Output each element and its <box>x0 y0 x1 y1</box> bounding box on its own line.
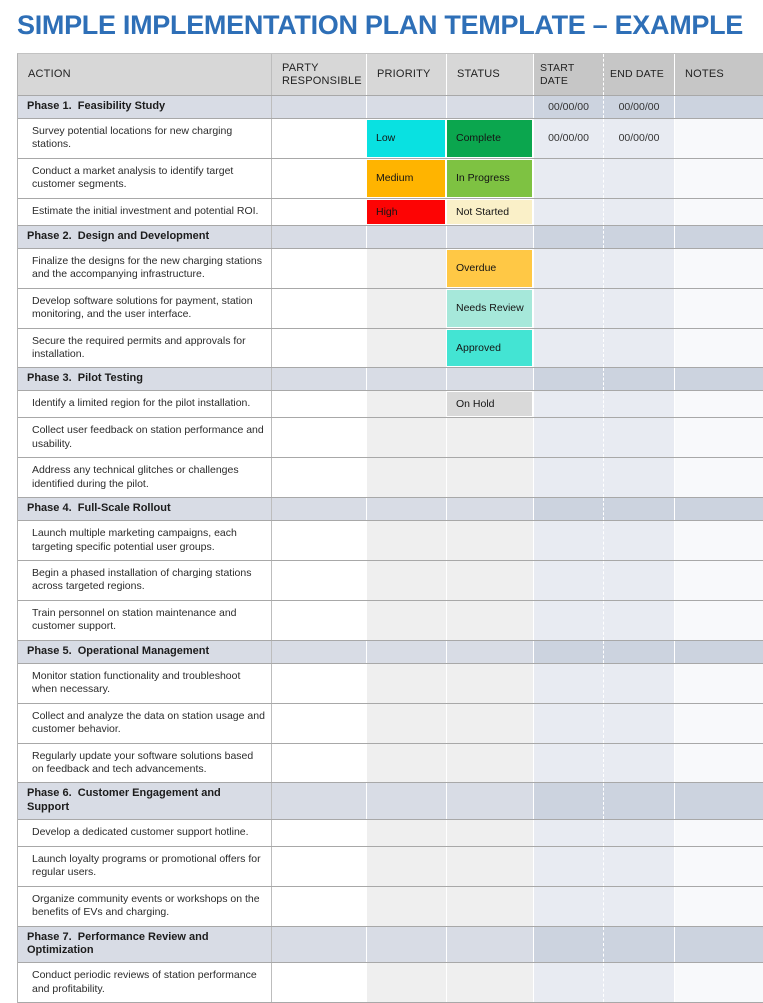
status-chip: Not Started <box>447 200 532 224</box>
phase-notes-cell <box>675 927 763 963</box>
task-end-date-cell <box>604 820 675 846</box>
task-start-date-cell <box>534 887 604 926</box>
table-header-row <box>18 54 763 96</box>
phase-action-cell <box>18 783 272 819</box>
task-row <box>18 664 763 704</box>
task-action-text: Collect and analyze the data on station usage and customer behavior. <box>32 709 265 736</box>
task-row <box>18 119 763 159</box>
task-end-date-cell <box>604 249 675 288</box>
phase-status-cell <box>447 226 534 248</box>
task-status-cell <box>447 887 534 926</box>
task-start-date-cell <box>534 391 604 417</box>
task-notes-cell <box>675 664 763 703</box>
task-end-date-cell <box>604 664 675 703</box>
phase-end-date-cell <box>604 368 675 390</box>
task-row <box>18 329 763 369</box>
task-status-cell <box>447 289 534 328</box>
task-notes-cell <box>675 704 763 743</box>
page <box>0 8 762 995</box>
task-row <box>18 391 763 418</box>
phase-priority-cell <box>367 927 447 963</box>
column-header-start-date: START DATE <box>534 54 604 95</box>
phase-label: Phase 6. Customer Engagement and Support <box>27 787 224 814</box>
task-action-text: Begin a phased installation of charging stations across targeted regions. <box>32 567 252 593</box>
task-party-responsible-cell <box>272 159 367 198</box>
task-party-responsible-cell <box>272 963 367 1002</box>
task-priority-cell <box>367 391 447 417</box>
task-action-text: Conduct a market analysis to identify target customer segments. <box>32 164 234 191</box>
task-action-cell <box>18 601 272 640</box>
task-action-text: Monitor station functionality and troubleshoot when necessary. <box>32 669 241 696</box>
priority-chip: Medium <box>367 160 445 197</box>
task-action-text: Identify a limited region for the pilot installation. <box>32 397 251 410</box>
phase-end-date-cell <box>604 226 675 248</box>
task-status-cell <box>447 458 534 497</box>
phase-label: Phase 2. Design and Development <box>27 229 210 242</box>
task-status-cell <box>447 664 534 703</box>
phase-status-cell <box>447 783 534 819</box>
task-party-responsible-cell <box>272 561 367 600</box>
phase-party-responsible-cell <box>272 783 367 819</box>
phase-party-responsible-cell <box>272 368 367 390</box>
task-status-cell <box>447 119 534 158</box>
task-row <box>18 820 763 847</box>
task-notes-cell <box>675 887 763 926</box>
phase-notes-cell <box>675 498 763 520</box>
task-action-text: Estimate the initial investment and potential ROI. <box>32 204 259 217</box>
task-action-text: Regularly update your software solutions based on feedback and tech advancements. <box>32 749 254 775</box>
column-header-action: ACTION <box>18 54 272 95</box>
task-action-cell <box>18 249 272 288</box>
task-action-cell <box>18 521 272 560</box>
task-party-responsible-cell <box>272 521 367 560</box>
task-action-cell <box>18 329 272 368</box>
task-action-text: Develop a dedicated customer support hotline. <box>32 825 249 838</box>
task-row <box>18 601 763 641</box>
task-end-date-cell <box>604 199 675 225</box>
column-header-status: STATUS <box>447 54 534 95</box>
task-party-responsible-cell <box>272 887 367 926</box>
task-notes-cell <box>675 159 763 198</box>
task-priority-cell <box>367 458 447 497</box>
task-action-cell <box>18 391 272 417</box>
task-start-date-cell <box>534 704 604 743</box>
task-party-responsible-cell <box>272 418 367 457</box>
phase-status-cell <box>447 641 534 663</box>
task-status-cell <box>447 744 534 783</box>
task-row <box>18 458 763 498</box>
phase-row <box>18 783 763 820</box>
priority-chip: High <box>367 200 445 224</box>
task-priority-cell <box>367 744 447 783</box>
phase-status-cell <box>447 96 534 118</box>
task-action-cell <box>18 159 272 198</box>
phase-status-cell <box>447 498 534 520</box>
task-status-cell <box>447 704 534 743</box>
task-action-cell <box>18 820 272 846</box>
phase-priority-cell <box>367 96 447 118</box>
task-action-cell <box>18 847 272 886</box>
phase-notes-cell <box>675 641 763 663</box>
task-action-text: Survey potential locations for new charging stations. <box>32 125 233 151</box>
phase-party-responsible-cell <box>272 96 367 118</box>
task-end-date-cell <box>604 744 675 783</box>
task-end-date-cell <box>604 458 675 497</box>
task-action-cell <box>18 561 272 600</box>
task-row <box>18 521 763 561</box>
task-priority-cell <box>367 418 447 457</box>
task-action-text: Secure the required permits and approvals for installation. <box>32 334 246 360</box>
task-end-date-cell <box>604 289 675 328</box>
task-start-date-cell <box>534 249 604 288</box>
task-party-responsible-cell <box>272 664 367 703</box>
task-row <box>18 561 763 601</box>
task-priority-cell <box>367 561 447 600</box>
phase-start-date-cell <box>534 783 604 819</box>
column-header-priority: PRIORITY <box>367 54 447 95</box>
task-notes-cell <box>675 744 763 783</box>
implementation-plan-table <box>17 53 763 1003</box>
phase-action-cell <box>18 226 272 248</box>
task-notes-cell <box>675 289 763 328</box>
task-status-cell <box>447 601 534 640</box>
phase-end-date-cell <box>604 641 675 663</box>
page-title: SIMPLE IMPLEMENTATION PLAN TEMPLATE – EXAMPLE <box>17 10 744 40</box>
task-party-responsible-cell <box>272 329 367 368</box>
task-action-cell <box>18 704 272 743</box>
task-action-text: Organize community events or workshops on the benefits of EVs and charging. <box>32 892 260 919</box>
task-start-date-cell <box>534 418 604 457</box>
task-start-date-cell <box>534 601 604 640</box>
phase-notes-cell <box>675 368 763 390</box>
task-end-date-cell <box>604 963 675 1002</box>
task-notes-cell <box>675 418 763 457</box>
phase-row <box>18 96 763 119</box>
phase-action-cell <box>18 96 272 118</box>
task-party-responsible-cell <box>272 289 367 328</box>
task-row <box>18 963 763 1003</box>
task-party-responsible-cell <box>272 820 367 846</box>
task-start-date-cell <box>534 664 604 703</box>
phase-action-cell <box>18 641 272 663</box>
phase-notes-cell <box>675 96 763 118</box>
task-row <box>18 159 763 199</box>
task-end-date-cell: 00/00/00 <box>604 119 675 158</box>
phase-end-date-cell <box>604 498 675 520</box>
phase-status-cell <box>447 368 534 390</box>
phase-priority-cell <box>367 783 447 819</box>
phase-priority-cell <box>367 641 447 663</box>
task-party-responsible-cell <box>272 249 367 288</box>
status-chip: In Progress <box>447 160 532 197</box>
task-action-cell <box>18 664 272 703</box>
task-priority-cell <box>367 887 447 926</box>
status-chip: On Hold <box>447 392 532 416</box>
phase-row <box>18 641 763 664</box>
phase-end-date-cell <box>604 927 675 963</box>
phase-notes-cell <box>675 226 763 248</box>
task-row <box>18 887 763 927</box>
task-priority-cell <box>367 521 447 560</box>
task-action-text: Collect user feedback on station performance and usability. <box>32 424 264 450</box>
phase-start-date-cell <box>534 368 604 390</box>
task-row <box>18 289 763 329</box>
phase-start-date-cell: 00/00/00 <box>534 96 604 118</box>
task-start-date-cell <box>534 521 604 560</box>
task-action-cell <box>18 119 272 158</box>
task-end-date-cell <box>604 521 675 560</box>
phase-notes-cell <box>675 783 763 819</box>
task-party-responsible-cell <box>272 119 367 158</box>
task-notes-cell <box>675 963 763 1002</box>
task-row <box>18 418 763 458</box>
task-end-date-cell <box>604 329 675 368</box>
task-row <box>18 704 763 744</box>
task-action-cell <box>18 887 272 926</box>
task-action-cell <box>18 199 272 225</box>
task-status-cell <box>447 963 534 1002</box>
task-priority-cell <box>367 704 447 743</box>
task-priority-cell <box>367 847 447 886</box>
task-notes-cell <box>675 458 763 497</box>
phase-label: Phase 7. Performance Review and Optimization <box>27 930 212 957</box>
task-notes-cell <box>675 119 763 158</box>
task-action-cell <box>18 289 272 328</box>
task-end-date-cell <box>604 391 675 417</box>
phase-party-responsible-cell <box>272 498 367 520</box>
task-notes-cell <box>675 329 763 368</box>
phase-row <box>18 498 763 521</box>
task-end-date-cell <box>604 887 675 926</box>
task-notes-cell <box>675 391 763 417</box>
task-status-cell <box>447 159 534 198</box>
phase-label: Phase 3. Pilot Testing <box>27 372 143 385</box>
phase-priority-cell <box>367 368 447 390</box>
phase-status-cell <box>447 927 534 963</box>
phase-row <box>18 368 763 391</box>
task-party-responsible-cell <box>272 847 367 886</box>
task-priority-cell <box>367 664 447 703</box>
task-priority-cell <box>367 249 447 288</box>
status-chip: Approved <box>447 330 532 367</box>
column-header-party-responsible: PARTY RESPONSIBLE <box>272 54 367 95</box>
task-party-responsible-cell <box>272 704 367 743</box>
task-action-text: Conduct periodic reviews of station performance and profitability. <box>32 969 257 995</box>
task-action-text: Address any technical glitches or challenges identified during the pilot. <box>32 464 239 490</box>
task-party-responsible-cell <box>272 458 367 497</box>
task-start-date-cell <box>534 458 604 497</box>
phase-end-date-cell: 00/00/00 <box>604 96 675 118</box>
task-priority-cell <box>367 329 447 368</box>
phase-start-date-cell <box>534 641 604 663</box>
task-action-text: Finalize the designs for the new charging stations and the accompanying infrastructure. <box>32 254 262 281</box>
task-notes-cell <box>675 601 763 640</box>
phase-party-responsible-cell <box>272 641 367 663</box>
task-priority-cell <box>367 119 447 158</box>
task-start-date-cell <box>534 963 604 1002</box>
column-header-notes: NOTES <box>675 54 763 95</box>
task-status-cell <box>447 391 534 417</box>
phase-start-date-cell <box>534 927 604 963</box>
task-priority-cell <box>367 820 447 846</box>
task-end-date-cell <box>604 704 675 743</box>
phase-end-date-cell <box>604 783 675 819</box>
task-status-cell <box>447 847 534 886</box>
task-end-date-cell <box>604 159 675 198</box>
status-chip: Complete <box>447 120 532 157</box>
phase-action-cell <box>18 927 272 963</box>
task-party-responsible-cell <box>272 199 367 225</box>
phase-label: Phase 4. Full-Scale Rollout <box>27 502 171 515</box>
task-notes-cell <box>675 521 763 560</box>
phase-party-responsible-cell <box>272 226 367 248</box>
task-status-cell <box>447 249 534 288</box>
phase-action-cell <box>18 498 272 520</box>
task-end-date-cell <box>604 847 675 886</box>
task-notes-cell <box>675 199 763 225</box>
task-action-cell <box>18 458 272 497</box>
task-action-cell <box>18 418 272 457</box>
task-start-date-cell <box>534 847 604 886</box>
task-row <box>18 199 763 226</box>
task-party-responsible-cell <box>272 391 367 417</box>
task-row <box>18 249 763 289</box>
phase-priority-cell <box>367 498 447 520</box>
task-action-cell <box>18 963 272 1002</box>
column-header-end-date: END DATE <box>604 54 675 95</box>
task-notes-cell <box>675 820 763 846</box>
task-priority-cell <box>367 601 447 640</box>
status-chip: Overdue <box>447 250 532 287</box>
task-priority-cell <box>367 159 447 198</box>
phase-start-date-cell <box>534 226 604 248</box>
task-start-date-cell <box>534 820 604 846</box>
phase-row <box>18 927 763 964</box>
status-chip: Needs Review <box>447 290 532 327</box>
task-start-date-cell <box>534 159 604 198</box>
phase-start-date-cell <box>534 498 604 520</box>
task-start-date-cell <box>534 561 604 600</box>
task-action-text: Launch loyalty programs or promotional offers for regular users. <box>32 852 261 879</box>
task-end-date-cell <box>604 561 675 600</box>
task-start-date-cell <box>534 744 604 783</box>
phase-label: Phase 1. Feasibility Study <box>27 100 166 112</box>
task-action-cell <box>18 744 272 783</box>
phase-party-responsible-cell <box>272 927 367 963</box>
task-priority-cell <box>367 963 447 1002</box>
task-priority-cell <box>367 289 447 328</box>
task-row <box>18 847 763 887</box>
phase-priority-cell <box>367 226 447 248</box>
phase-row <box>18 226 763 249</box>
task-row <box>18 744 763 784</box>
task-status-cell <box>447 521 534 560</box>
task-party-responsible-cell <box>272 601 367 640</box>
task-party-responsible-cell <box>272 744 367 783</box>
task-action-text: Train personnel on station maintenance and customer support. <box>32 606 237 633</box>
task-end-date-cell <box>604 601 675 640</box>
task-notes-cell <box>675 249 763 288</box>
phase-action-cell <box>18 368 272 390</box>
task-status-cell <box>447 418 534 457</box>
task-end-date-cell <box>604 418 675 457</box>
task-action-text: Launch multiple marketing campaigns, each targeting specific potential user groups. <box>32 527 237 553</box>
task-start-date-cell <box>534 329 604 368</box>
task-notes-cell <box>675 561 763 600</box>
task-action-text: Develop software solutions for payment, station monitoring, and the user interface. <box>32 294 253 321</box>
phase-label: Phase 5. Operational Management <box>27 644 210 657</box>
task-notes-cell <box>675 847 763 886</box>
task-priority-cell <box>367 199 447 225</box>
priority-chip: Low <box>367 120 445 157</box>
task-start-date-cell <box>534 199 604 225</box>
task-start-date-cell <box>534 289 604 328</box>
task-status-cell <box>447 561 534 600</box>
task-status-cell <box>447 199 534 225</box>
task-status-cell <box>447 820 534 846</box>
task-start-date-cell: 00/00/00 <box>534 119 604 158</box>
task-status-cell <box>447 329 534 368</box>
